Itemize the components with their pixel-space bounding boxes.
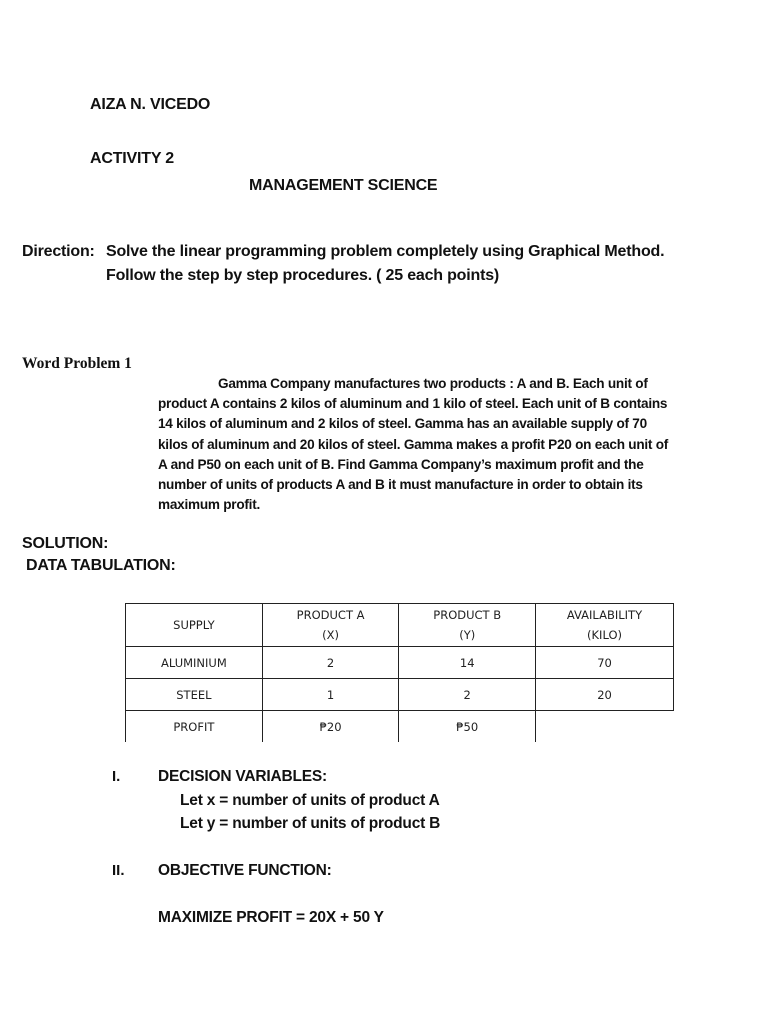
table-row bbox=[126, 647, 674, 679]
section-title: OBJECTIVE FUNCTION: bbox=[158, 862, 332, 879]
header-cell-text: SUPPLY bbox=[173, 618, 215, 632]
problem-line: maximum profit. bbox=[158, 497, 260, 513]
solution-label: SOLUTION: bbox=[22, 535, 109, 552]
author-name: AIZA N. VICEDO bbox=[90, 96, 211, 113]
data-tabulation-label: DATA TABULATION: bbox=[26, 557, 176, 574]
direction-text-line2: Follow the step by step procedures. ( 25 each points) bbox=[106, 267, 500, 284]
objective-function: MAXIMIZE PROFIT = 20X + 50 Y bbox=[158, 909, 384, 926]
table-cell: 1 bbox=[262, 679, 399, 711]
header-cell-text: PRODUCT A bbox=[296, 608, 365, 622]
table-cell: ALUMINIUM bbox=[126, 647, 263, 679]
section-title: DECISION VARIABLES: bbox=[158, 768, 328, 785]
table-cell: 20 bbox=[536, 679, 674, 711]
decision-variable-x: Let x = number of units of product A bbox=[180, 792, 440, 809]
problem-line: product A contains 2 kilos of aluminum and 1 kilo of steel. Each unit of B contains bbox=[158, 396, 668, 412]
table-cell: 70 bbox=[536, 647, 674, 679]
header-cell bbox=[399, 604, 536, 647]
table-cell: 14 bbox=[399, 647, 536, 679]
header-cell bbox=[536, 604, 674, 647]
section-number: II. bbox=[112, 862, 125, 879]
word-problem-text bbox=[158, 374, 688, 515]
data-table bbox=[125, 603, 674, 742]
header-cell bbox=[262, 604, 399, 647]
table-cell: ₱50 bbox=[399, 711, 536, 743]
header-cell-subtext: (X) bbox=[322, 628, 340, 642]
table-header-row bbox=[126, 604, 674, 647]
table-cell: PROFIT bbox=[126, 711, 263, 743]
problem-line: A and P50 on each unit of B. Find Gamma Company’s maximum profit and the bbox=[158, 456, 644, 472]
header-cell-text: AVAILABILITY bbox=[566, 608, 643, 622]
section-number: I. bbox=[112, 768, 121, 785]
table-cell: STEEL bbox=[126, 679, 263, 711]
table-row bbox=[126, 679, 674, 711]
table-cell: 2 bbox=[262, 647, 399, 679]
problem-line: Gamma Company manufactures two products : A and B. Each unit of bbox=[218, 376, 648, 391]
table-cell bbox=[536, 711, 674, 743]
decision-variable-y: Let y = number of units of product B bbox=[180, 815, 441, 832]
direction-text-line1: Solve the linear programming problem completely using Graphical Method. bbox=[106, 243, 665, 260]
problem-line: number of units of products A and B it must manufacture in order to obtain its bbox=[158, 477, 643, 493]
subject-title: MANAGEMENT SCIENCE bbox=[249, 177, 438, 194]
problem-line: 14 kilos of aluminum and 2 kilos of steel. Gamma has an available supply of 70 bbox=[158, 416, 647, 432]
header-cell-text: PRODUCT B bbox=[433, 608, 502, 622]
header-cell-subtext: (KILO) bbox=[587, 628, 622, 642]
table-row bbox=[126, 711, 674, 743]
table-cell: 2 bbox=[399, 679, 536, 711]
header-cell bbox=[126, 604, 263, 647]
problem-line: kilos of aluminum and 20 kilos of steel. Gamma makes a profit P20 on each unit of bbox=[158, 436, 669, 452]
activity-title: ACTIVITY 2 bbox=[90, 150, 174, 167]
word-problem-title: Word Problem 1 bbox=[22, 355, 132, 372]
direction-label: Direction: bbox=[22, 243, 95, 260]
header-cell-subtext: (Y) bbox=[459, 628, 476, 642]
table-cell: ₱20 bbox=[262, 711, 399, 743]
